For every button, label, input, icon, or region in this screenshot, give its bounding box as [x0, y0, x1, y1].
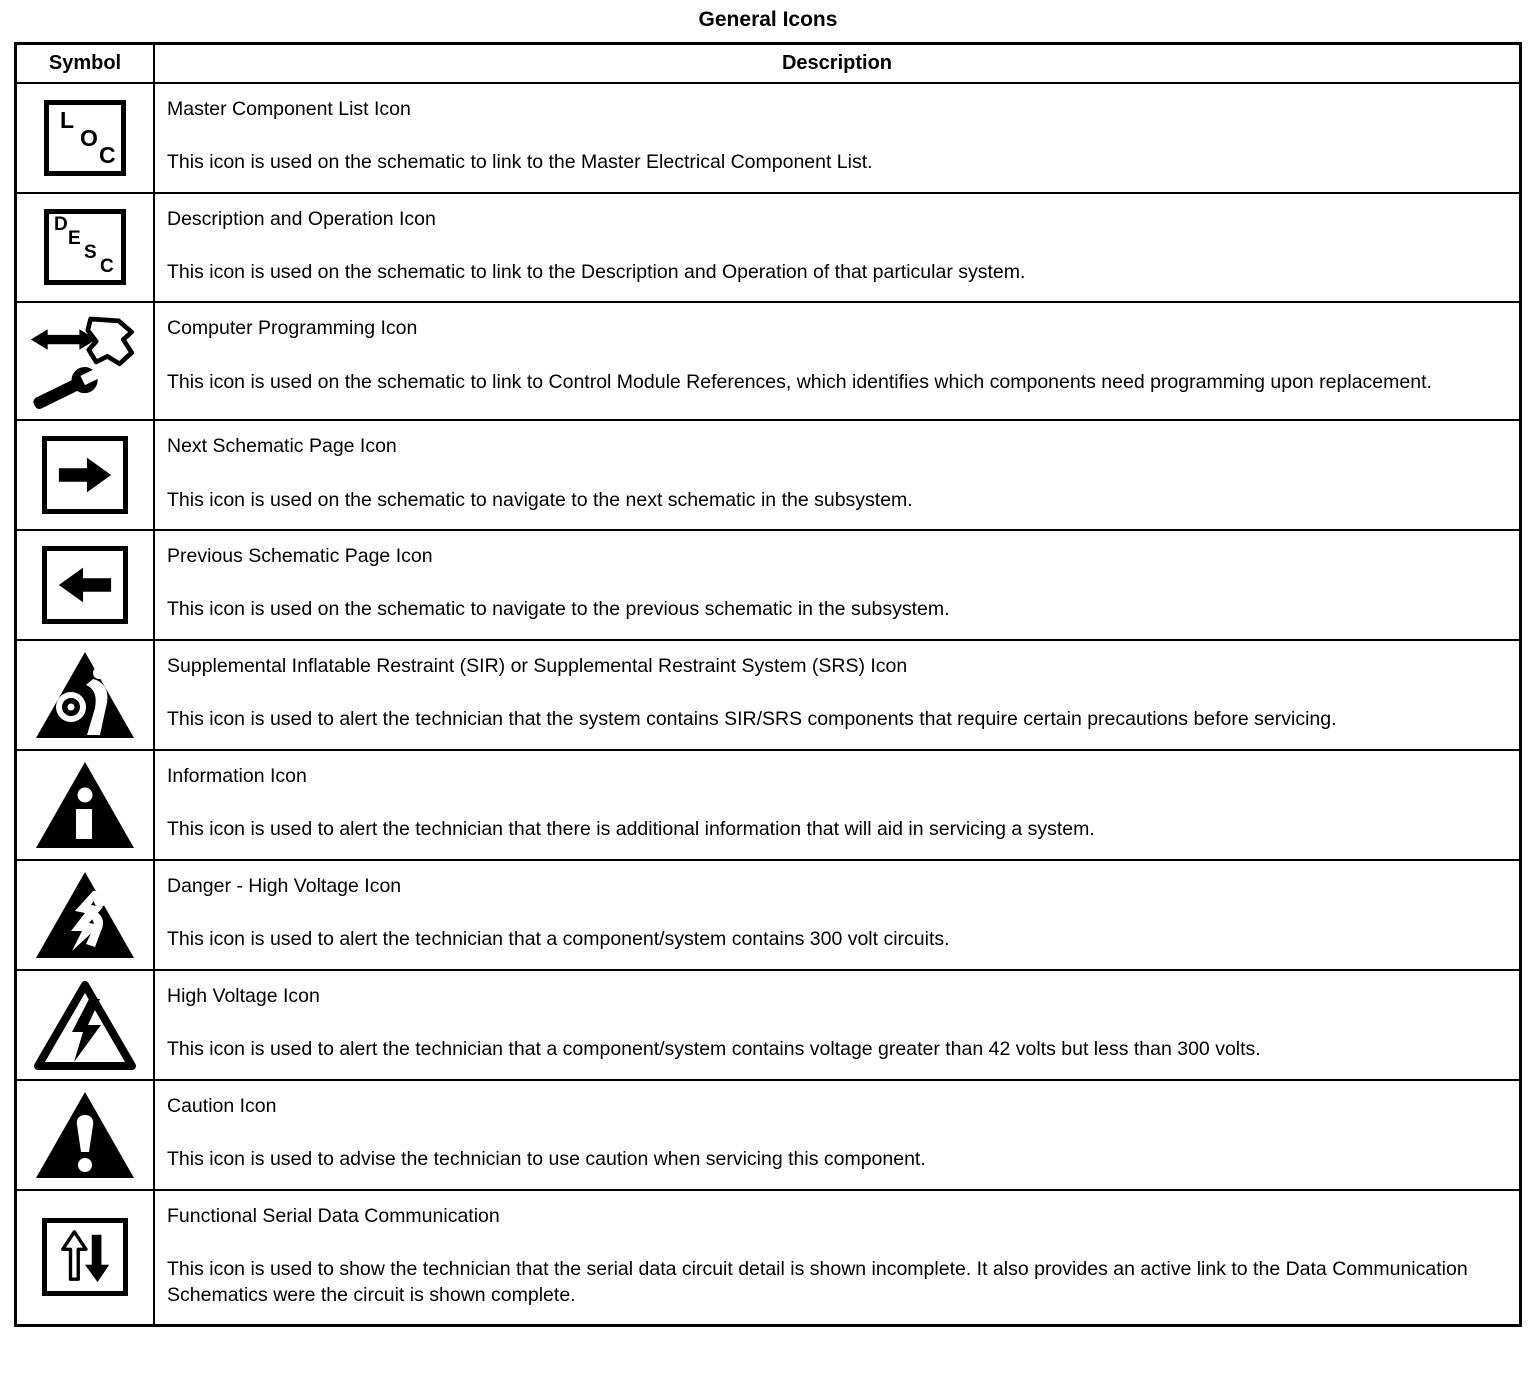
caution-icon: [33, 1089, 137, 1181]
danger-high-voltage-icon: [33, 869, 137, 961]
description-cell: [155, 1191, 1519, 1325]
icon-letter: S: [84, 242, 97, 264]
description-cell: [155, 751, 1519, 859]
symbol-cell: [17, 751, 155, 859]
left-arrow-icon: [56, 563, 114, 607]
symbol-cell: [17, 971, 155, 1079]
table-row: [17, 861, 1519, 971]
symbol-cell: [17, 1191, 155, 1325]
description-cell: [155, 84, 1519, 192]
icon-description: This icon is used to advise the technician to use caution when servicing this component.: [167, 1147, 926, 1170]
description-cell: [155, 641, 1519, 749]
table-header-row: [17, 45, 1519, 84]
symbol-cell: [17, 641, 155, 749]
icon-letter: C: [100, 256, 114, 278]
header-symbol: Symbol: [17, 45, 155, 82]
next-schematic-page-icon: [42, 436, 128, 514]
description-cell: [155, 531, 1519, 639]
icon-description: This icon is used on the schematic to navigate to the previous schematic in the subsystem.: [167, 598, 950, 621]
icon-letter: E: [68, 228, 81, 250]
icon-description: This icon is used to alert the technician that a component/system contains voltage greater than 42 volts but less than 300 volts.: [167, 1037, 1261, 1060]
icon-title: Computer Programming Icon: [167, 317, 418, 340]
description-cell: [155, 303, 1519, 419]
table-row: [17, 1081, 1519, 1191]
icon-title: Previous Schematic Page Icon: [167, 544, 433, 567]
icon-title: Supplemental Inflatable Restraint (SIR) or Supplemental Restraint System (SRS) Icon: [167, 654, 908, 677]
symbol-cell: [17, 194, 155, 302]
icon-description: This icon is used on the schematic to link to Control Module References, which identifies which components need programming upon replacement.: [167, 370, 1432, 393]
general-icons-table: [14, 42, 1522, 1327]
description-and-operation-icon: [44, 209, 126, 285]
icon-description: This icon is used to alert the technician that the system contains SIR/SRS components that require certain precautions before servicing.: [167, 707, 1337, 730]
table-row: [17, 531, 1519, 641]
table-row: [17, 84, 1519, 194]
header-description: Description: [781, 52, 893, 74]
table-row: [17, 641, 1519, 751]
icon-title: Master Component List Icon: [167, 98, 411, 120]
icon-title: Description and Operation Icon: [167, 207, 436, 230]
icon-description: This icon is used to alert the technician that a component/system contains 300 volt circuits.: [167, 927, 950, 950]
icon-letter: C: [99, 141, 116, 168]
symbol-cell: [17, 861, 155, 969]
icon-description: This icon is used on the schematic to link to the Description and Operation of that particular system.: [167, 260, 1026, 283]
symbol-cell: [17, 303, 155, 419]
icon-title: Information Icon: [167, 764, 307, 787]
icon-description: This icon is used on the schematic to link to the Master Electrical Component List.: [167, 151, 873, 174]
icon-title: Danger - High Voltage Icon: [167, 874, 402, 897]
table-row: [17, 421, 1519, 531]
symbol-cell: [17, 421, 155, 529]
table-row: [17, 194, 1519, 304]
high-voltage-icon: [33, 979, 137, 1071]
symbol-cell: [17, 1081, 155, 1189]
icon-letter: L: [60, 106, 75, 133]
symbol-cell: [17, 531, 155, 639]
description-cell: [155, 194, 1519, 302]
icon-title: Caution Icon: [167, 1094, 277, 1117]
table-row: [17, 1191, 1519, 1325]
description-cell: [155, 421, 1519, 529]
icon-letter: D: [54, 214, 68, 236]
description-cell: [155, 861, 1519, 969]
symbol-cell: [17, 84, 155, 192]
icon-title: High Voltage Icon: [167, 984, 320, 1007]
up-down-arrows-icon: [56, 1228, 114, 1286]
table-row: [17, 971, 1519, 1081]
icon-description: This icon is used to show the technician that the serial data circuit detail is shown incomplete. It also provides an active link to the Data Communication Schematics were the circuit is shown complete.: [167, 1257, 1468, 1307]
icon-title: Next Schematic Page Icon: [167, 435, 397, 458]
icon-letter: O: [80, 124, 98, 151]
sir-srs-icon: [33, 649, 137, 741]
icon-title: Functional Serial Data Communication: [167, 1204, 500, 1227]
icon-description: This icon is used to alert the technician that there is additional information that will aid in servicing a system.: [167, 817, 1095, 840]
description-cell: [155, 971, 1519, 1079]
functional-serial-data-icon: [42, 1218, 128, 1296]
table-row: [17, 303, 1519, 421]
information-icon: [33, 759, 137, 851]
previous-schematic-page-icon: [42, 546, 128, 624]
table-row: [17, 751, 1519, 861]
page-title: General Icons: [698, 8, 838, 31]
icon-description: This icon is used on the schematic to navigate to the next schematic in the subsystem.: [167, 488, 913, 511]
right-arrow-icon: [56, 453, 114, 497]
master-component-list-icon: [44, 100, 126, 176]
description-cell: [155, 1081, 1519, 1189]
computer-programming-icon: [29, 311, 141, 411]
